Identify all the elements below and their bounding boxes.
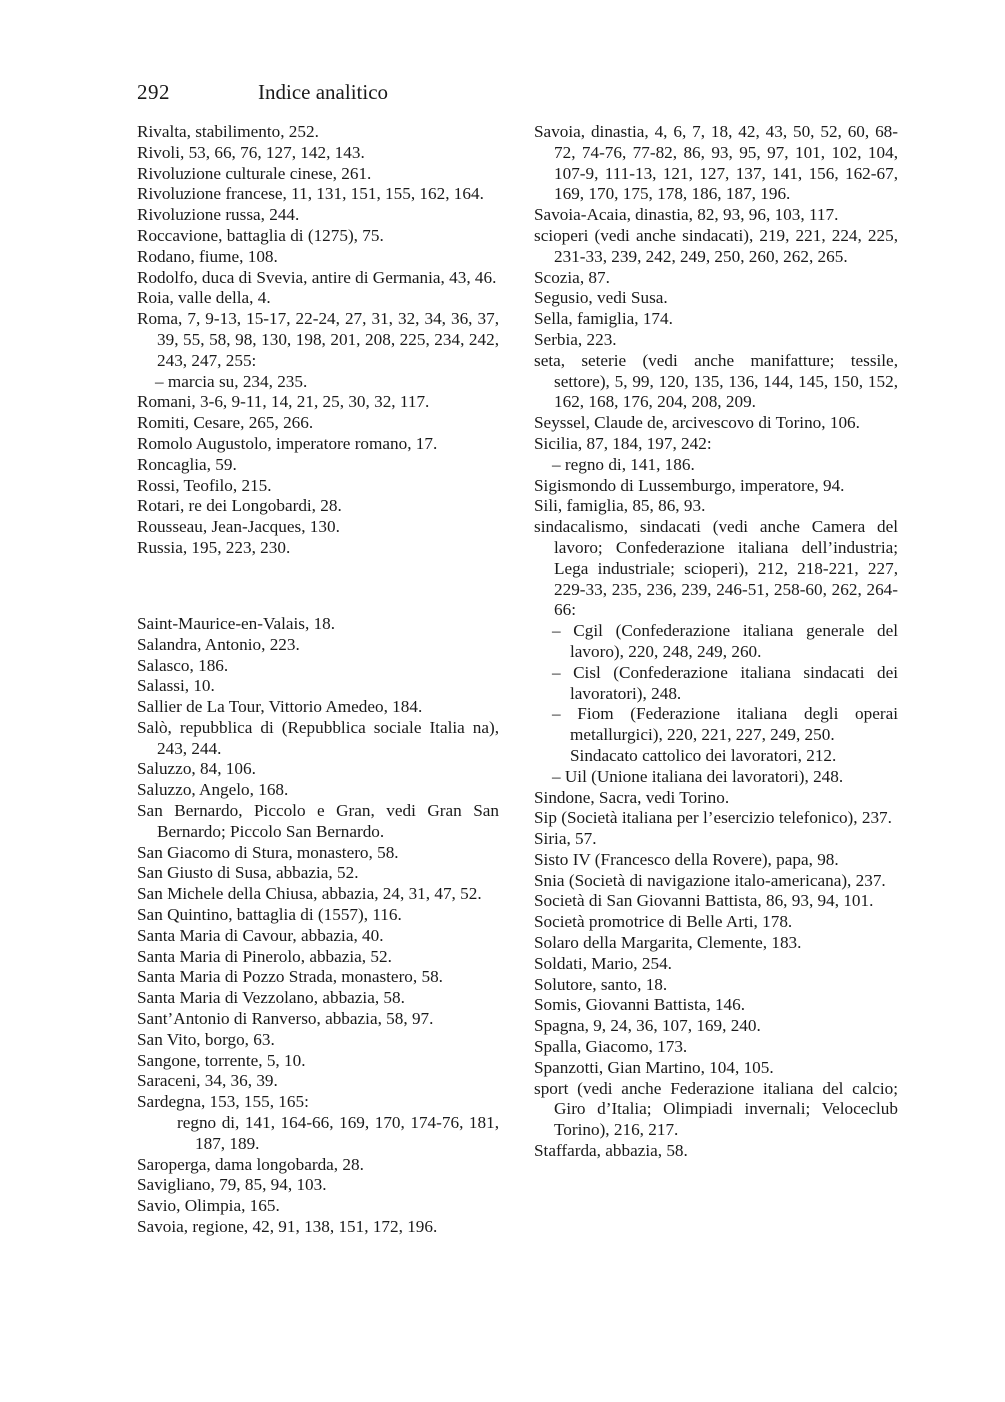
- index-entry: Saraceni, 34, 36, 39.: [137, 1071, 278, 1091]
- index-entry: Rivoluzione culturale cinese, 261.: [137, 163, 372, 183]
- index-entry: Russia, 195, 223, 230.: [137, 537, 291, 557]
- index-entry: sindacalismo, sindacati (vedi anche Camera del lavoro; Confederazione italiana dell’industria; Lega industriale; scioperi), 212, 218-221, 227, 229-33, 235, 236, 239, 246-51, 258-60, 262, 264-66:: [534, 517, 898, 620]
- index-entry: Salasco, 186.: [137, 655, 229, 675]
- index-entry: Santa Maria di Cavour, abbazia, 40.: [137, 925, 384, 945]
- page-number: 292: [137, 80, 170, 104]
- index-column-right: [534, 122, 898, 1162]
- index-entry: Segusio, vedi Susa.: [534, 288, 668, 308]
- index-entry: Roccavione, battaglia di (1275), 75.: [137, 225, 384, 245]
- index-entry: San Quintino, battaglia di (1557), 116.: [137, 905, 402, 925]
- index-entry: Salò, repubblica di (Repubblica sociale Italia na), 243, 244.: [137, 717, 499, 758]
- index-entry: Sallier de La Tour, Vittorio Amedeo, 184.: [137, 697, 423, 717]
- index-entry: San Michele della Chiusa, abbazia, 24, 31, 47, 52.: [137, 884, 482, 904]
- index-entry: Romani, 3-6, 9-11, 14, 21, 25, 30, 32, 117.: [137, 392, 430, 412]
- index-entry: Sigismondo di Lussemburgo, imperatore, 94.: [534, 475, 845, 495]
- index-entry: Sili, famiglia, 85, 86, 93.: [534, 496, 706, 516]
- index-subentry: – Cgil (Confederazione italiana generale del lavoro), 220, 248, 249, 260.: [552, 621, 898, 661]
- index-subentry: – Fiom (Federazione italiana degli operai metallurgici), 220, 221, 227, 249, 250.: [552, 704, 898, 745]
- index-entry: Società di San Giovanni Battista, 86, 93, 94, 101.: [534, 891, 874, 911]
- index-entry: Santa Maria di Vezzolano, abbazia, 58.: [137, 988, 405, 1008]
- index-entry: Spanzotti, Gian Martino, 104, 105.: [534, 1057, 774, 1077]
- index-entry: Sangone, torrente, 5, 10.: [137, 1050, 306, 1070]
- index-entry: Salassi, 10.: [137, 676, 215, 696]
- index-entry: San Bernardo, Piccolo e Gran, vedi Gran San Bernardo; Piccolo San Bernardo.: [137, 801, 499, 841]
- index-entry: Salandra, Antonio, 223.: [137, 634, 300, 654]
- index-entry: Sardegna, 153, 155, 165:: [137, 1092, 309, 1112]
- index-entry: Savio, Olimpia, 165.: [137, 1196, 280, 1216]
- index-entry: Snia (Società di navigazione italo-americana), 237.: [534, 870, 886, 890]
- index-entry: Solutore, santo, 18.: [534, 974, 668, 994]
- index-entry: Rivoluzione russa, 244.: [137, 205, 300, 225]
- index-entry: seta, seterie (vedi anche manifatture; tessile, settore), 5, 99, 120, 135, 136, 144, 145, 150, 152, 162, 168, 176, 204, 208, 209.: [534, 350, 898, 412]
- index-entry: Spalla, Giacomo, 173.: [534, 1037, 688, 1057]
- index-subentry: – Uil (Unione italiana dei lavoratori), 248.: [552, 766, 844, 786]
- index-entry: Rivoluzione francese, 11, 131, 151, 155, 162, 164.: [137, 184, 484, 204]
- index-entry: San Giacomo di Stura, monastero, 58.: [137, 842, 399, 862]
- index-entry: Staffarda, abbazia, 58.: [534, 1141, 688, 1161]
- index-entry: Rivalta, stabilimento, 252.: [137, 122, 319, 141]
- index-entry: Santa Maria di Pozzo Strada, monastero, 58.: [137, 967, 443, 987]
- index-entry: Scozia, 87.: [534, 267, 610, 287]
- index-entry: Sisto IV (Francesco della Rovere), papa, 98.: [534, 849, 839, 869]
- index-entry: Sindone, Sacra, vedi Torino.: [534, 787, 730, 807]
- index-column-left: [137, 122, 499, 1238]
- index-entry: Rotari, re dei Longobardi, 28.: [137, 496, 342, 516]
- index-subentry: Sindacato cattolico dei lavoratori, 212.: [570, 745, 837, 765]
- index-entry: Saroperga, dama longobarda, 28.: [137, 1154, 364, 1174]
- index-entry: San Vito, borgo, 63.: [137, 1029, 275, 1049]
- index-entry: Seyssel, Claude de, arcivescovo di Torino, 106.: [534, 413, 860, 433]
- index-entry: sport (vedi anche Federazione italiana del calcio; Giro d’Italia; Olimpiadi invernali; Veloceclub Torino), 216, 217.: [534, 1078, 898, 1140]
- index-entry: Rivoli, 53, 66, 76, 127, 142, 143.: [137, 142, 365, 162]
- index-subentry: – marcia su, 234, 235.: [155, 371, 308, 391]
- index-entry: Romolo Augustolo, imperatore romano, 17.: [137, 433, 438, 453]
- index-entry: Sella, famiglia, 174.: [534, 309, 673, 329]
- running-header: [137, 78, 388, 106]
- index-subentry: – regno di, 141, 186.: [552, 454, 695, 474]
- index-entry: scioperi (vedi anche sindacati), 219, 221, 224, 225, 231-33, 239, 242, 249, 250, 260, 262, 265.: [534, 225, 898, 266]
- index-entry: Saluzzo, 84, 106.: [137, 759, 256, 779]
- index-entry: Sip (Società italiana per l’esercizio telefonico), 237.: [534, 808, 892, 828]
- index-entry: Romiti, Cesare, 265, 266.: [137, 413, 314, 433]
- index-entry: Società promotrice di Belle Arti, 178.: [534, 912, 793, 932]
- index-entry: Rodolfo, duca di Svevia, antire di Germania, 43, 46.: [137, 267, 497, 287]
- index-entry: Soldati, Mario, 254.: [534, 953, 672, 973]
- index-entry: Saint-Maurice-en-Valais, 18.: [137, 613, 336, 633]
- index-entry: Serbia, 223.: [534, 329, 617, 349]
- index-entry: Rossi, Teofilo, 215.: [137, 475, 272, 495]
- index-entry: Santa Maria di Pinerolo, abbazia, 52.: [137, 946, 392, 966]
- index-subentry: regno di, 141, 164-66, 169, 170, 174-76, 181, 187, 189.: [177, 1113, 499, 1153]
- index-entry: Solaro della Margarita, Clemente, 183.: [534, 933, 802, 953]
- index-entry: Roncaglia, 59.: [137, 454, 237, 474]
- index-entry: Sant’Antonio di Ranverso, abbazia, 58, 97.: [137, 1009, 434, 1029]
- index-entry: San Giusto di Susa, abbazia, 52.: [137, 863, 359, 883]
- index-entry: Savigliano, 79, 85, 94, 103.: [137, 1175, 327, 1195]
- index-entry: Savoia, regione, 42, 91, 138, 151, 172, 196.: [137, 1217, 438, 1237]
- index-entry: Roia, valle della, 4.: [137, 288, 271, 308]
- index-entry: Roma, 7, 9-13, 15-17, 22-24, 27, 31, 32, 34, 36, 37, 39, 55, 58, 98, 130, 198, 201, 208, 225, 234, 242, 243, 247, 255:: [137, 309, 499, 370]
- index-entry: Saluzzo, Angelo, 168.: [137, 780, 289, 800]
- index-entry: Sicilia, 87, 184, 197, 242:: [534, 433, 712, 453]
- index-entry: Savoia, dinastia, 4, 6, 7, 18, 42, 43, 50, 52, 60, 68-72, 74-76, 77-82, 86, 93, 95, 97, 101, 102, 104, 107-9, 111-13, 121, 127, 137, 141, 156, 162-67, 169, 170, 175, 178, 186, 187, 196.: [534, 122, 898, 204]
- index-entry: Somis, Giovanni Battista, 146.: [534, 995, 746, 1015]
- index-entry: Spagna, 9, 24, 36, 107, 169, 240.: [534, 1016, 761, 1036]
- section-gap: [137, 576, 499, 597]
- page-title: Indice analitico: [258, 80, 389, 104]
- index-entry: Savoia-Acaia, dinastia, 82, 93, 96, 103, 117.: [534, 205, 839, 225]
- index-entry: Siria, 57.: [534, 829, 597, 849]
- index-entry: Rousseau, Jean-Jacques, 130.: [137, 517, 340, 537]
- index-subentry: – Cisl (Confederazione italiana sindacati dei lavoratori), 248.: [552, 662, 898, 703]
- index-entry: Rodano, fiume, 108.: [137, 246, 278, 266]
